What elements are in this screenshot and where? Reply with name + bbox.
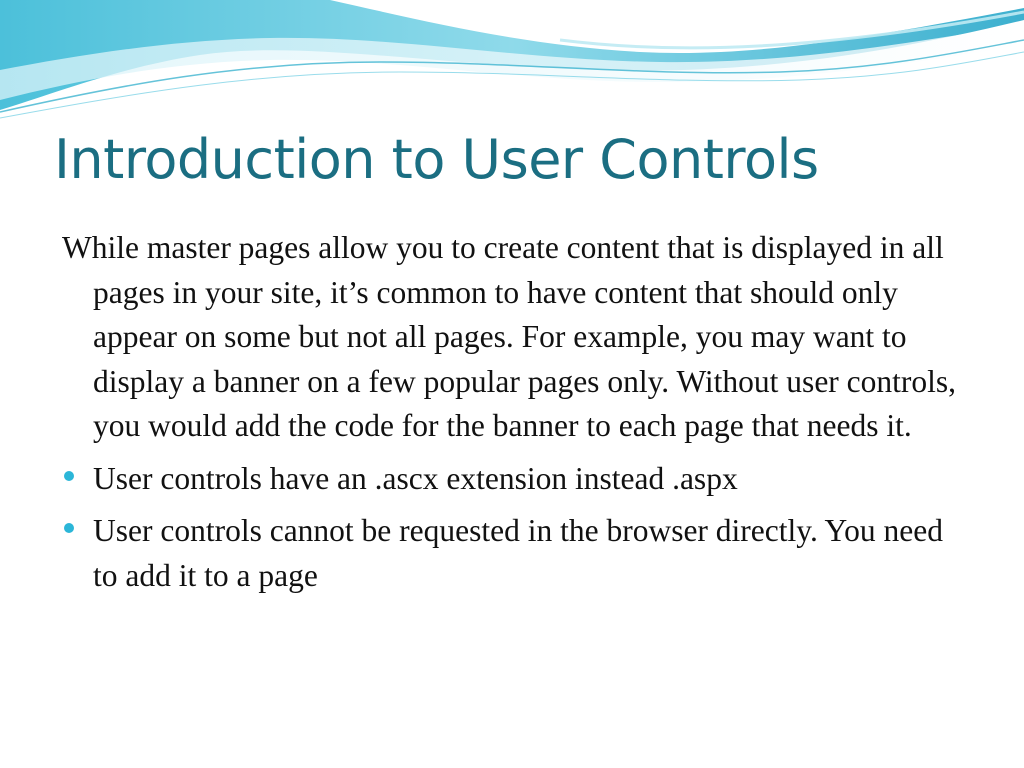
header-wave-decoration: [0, 0, 1024, 130]
bullet-text: User controls cannot be requested in the browser directly. You need to add it to a page: [93, 513, 943, 593]
intro-paragraph: While master pages allow you to create content that is displayed in all pages in your site, it’s common to have content that should only appear on some but not all pages. For example, you may want to display a banner on a few popular pages only. Without user controls, you would add the code for the banner to each page that needs it.: [62, 230, 957, 443]
slide-body: [62, 226, 962, 606]
bullet-icon: [64, 471, 74, 481]
slide-title: Introduction to User Controls: [54, 128, 819, 191]
bullet-icon: [64, 523, 74, 533]
bullet-item: [62, 457, 962, 502]
bullet-item: [62, 509, 962, 598]
bullet-text: User controls have an .ascx extension instead .aspx: [93, 460, 738, 496]
